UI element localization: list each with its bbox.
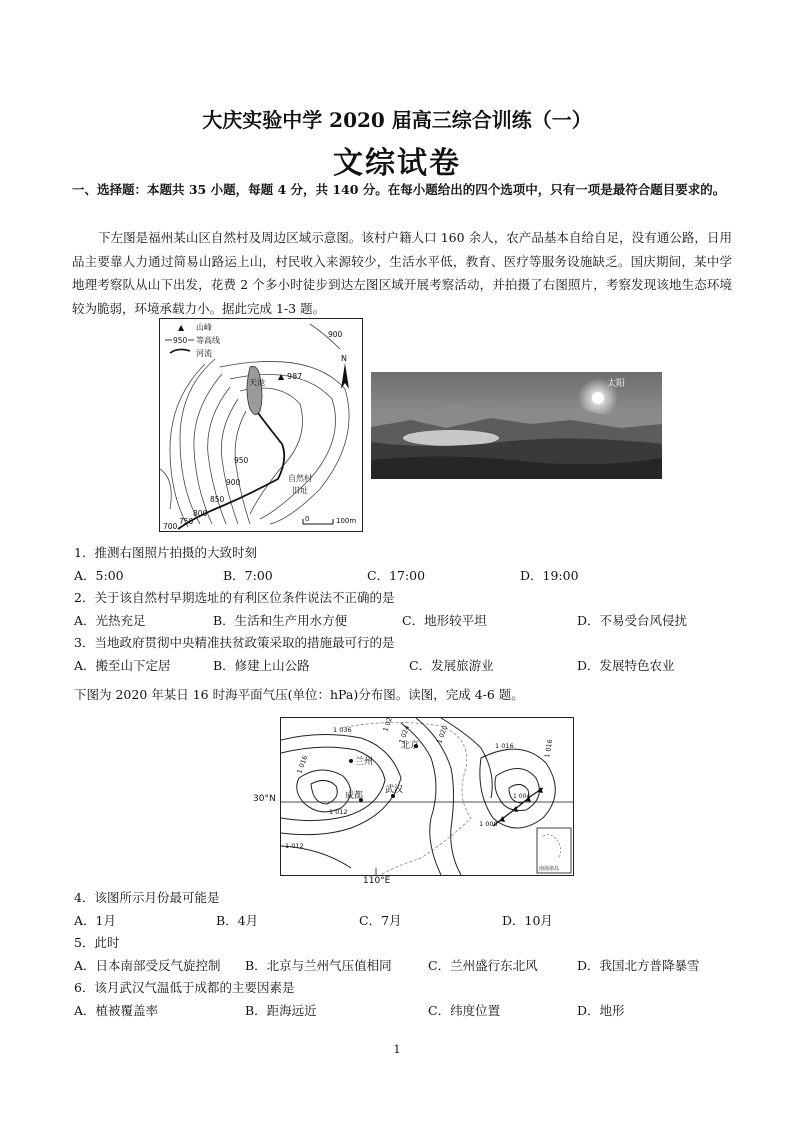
landscape-photo bbox=[371, 372, 662, 479]
svg-text:▲: ▲ bbox=[178, 323, 185, 332]
question-6-option-c[interactable]: C．纬度位置 bbox=[428, 1003, 501, 1018]
question-3-option-d[interactable]: D．发展特色农业 bbox=[577, 658, 675, 673]
question-6-option-a[interactable]: A．植被覆盖率 bbox=[74, 1003, 159, 1018]
question-4-option-d[interactable]: D．10月 bbox=[502, 913, 553, 928]
landscape-photo-svg bbox=[371, 372, 662, 479]
lake-label: 天池 bbox=[249, 378, 265, 387]
question-4-option-c[interactable]: C．7月 bbox=[359, 913, 402, 928]
passage-1: 下左图是福州某山区自然村及周边区域示意图。该村户籍人口 160 余人，农产品基本自给自足，没有通公路，日用品主要靠人力通过简易山路运上山，村民收入来源较少，生活水平低，教育、医疗等服务设施缺乏。国庆期间，某中学地理考察队从山下出发，花费 2 个多小时徒步到达左图区域开展考察活动，并拍摄了右图照片，考察发现该地生态环境较为脆弱，环境承载力小。据此完成 1-3 题。 bbox=[72, 230, 732, 316]
section-heading: 一、选择题：本题共 35 小题，每题 4 分，共 140 分。在每小题给出的四个选项中，只有一项是最符合题目要求的。 bbox=[72, 182, 726, 197]
question-2-option-b[interactable]: B．生活和生产用水方便 bbox=[213, 613, 348, 628]
passage-2: 下图为 2020 年某日 16 时海平面气压(单位：hPa)分布图。读图，完成 4-6 题。 bbox=[74, 687, 524, 702]
question-1-option-b[interactable]: B．7:00 bbox=[223, 568, 273, 583]
svg-text:750: 750 bbox=[179, 517, 194, 526]
question-5-option-b[interactable]: B．北京与兰州气压值相同 bbox=[245, 958, 392, 973]
village-label: 自然村 bbox=[288, 474, 312, 483]
question-4: 4．该图所示月份最可能是 bbox=[74, 890, 220, 905]
latitude-label: 30°N bbox=[253, 794, 276, 804]
question-4-option-b[interactable]: B．4月 bbox=[216, 913, 259, 928]
question-6-option-b[interactable]: B．距海远近 bbox=[245, 1003, 317, 1018]
svg-text:800: 800 bbox=[193, 509, 208, 518]
question-2-option-c[interactable]: C．地形较平坦 bbox=[402, 613, 487, 628]
city-lanzhou: 兰州 bbox=[355, 757, 374, 767]
svg-text:1 012: 1 012 bbox=[285, 842, 304, 850]
svg-text:1 036: 1 036 bbox=[333, 726, 352, 734]
isobar-map-svg bbox=[281, 718, 573, 875]
north-arrow-icon bbox=[341, 354, 349, 389]
question-1-option-c[interactable]: C．17:00 bbox=[367, 568, 426, 583]
svg-text:1 012: 1 012 bbox=[329, 808, 348, 816]
question-3: 3．当地政府贯彻中央精准扶贫政策采取的措施最可行的是 bbox=[74, 635, 395, 650]
city-chengdu: 成都 bbox=[345, 791, 364, 801]
question-2: 2．关于该自然村早期选址的有利区位条件说法不正确的是 bbox=[74, 590, 395, 605]
svg-text:1 004: 1 004 bbox=[513, 793, 531, 800]
svg-text:850: 850 bbox=[210, 495, 225, 504]
svg-text:0: 0 bbox=[305, 515, 310, 523]
south-sea-inset bbox=[537, 828, 571, 873]
exam-title: 大庆实验中学 2020 届高三综合训练（一） bbox=[202, 108, 592, 132]
sun-icon bbox=[592, 392, 604, 404]
question-3-option-b[interactable]: B．修建上山公路 bbox=[213, 658, 310, 673]
question-5: 5．此时 bbox=[74, 935, 120, 950]
svg-text:N: N bbox=[341, 354, 347, 363]
sun-label: 太阳 bbox=[607, 379, 626, 389]
svg-text:▲: ▲ bbox=[278, 372, 285, 381]
page-number: 1 bbox=[393, 1043, 401, 1056]
city-beijing: 北京 bbox=[401, 741, 420, 751]
scale-bar bbox=[303, 515, 356, 525]
question-6-option-d[interactable]: D．地形 bbox=[577, 1003, 625, 1018]
svg-text:700: 700 bbox=[163, 522, 178, 531]
isobar-map bbox=[280, 717, 574, 876]
question-5-option-a[interactable]: A．日本南部受反气旋控制 bbox=[74, 958, 221, 973]
contour-lines bbox=[160, 324, 349, 527]
svg-text:100m: 100m bbox=[336, 517, 357, 525]
svg-text:1 008: 1 008 bbox=[479, 820, 498, 828]
question-4-option-a[interactable]: A．1月 bbox=[74, 913, 116, 928]
topographic-map bbox=[159, 318, 363, 532]
svg-text:1 024: 1 024 bbox=[397, 724, 412, 745]
peak-value: 987 bbox=[287, 372, 303, 381]
question-6: 6．该月武汉气温低于成都的主要因素是 bbox=[74, 980, 295, 995]
question-3-option-a[interactable]: A．搬至山下定居 bbox=[74, 658, 171, 673]
question-1-option-d[interactable]: D．19:00 bbox=[520, 568, 579, 583]
topographic-map-svg bbox=[160, 319, 362, 531]
map-legend bbox=[165, 322, 220, 358]
legend-river-label: 河流 bbox=[196, 349, 212, 358]
question-3-option-c[interactable]: C．发展旅游业 bbox=[409, 658, 494, 673]
svg-text:1 020: 1 020 bbox=[435, 724, 450, 745]
svg-text:950: 950 bbox=[234, 456, 249, 465]
lake-in-photo bbox=[403, 430, 499, 446]
longitude-label: 110°E bbox=[363, 876, 391, 886]
svg-text:950: 950 bbox=[173, 336, 188, 345]
svg-text:900: 900 bbox=[328, 330, 343, 339]
city-wuhan: 武汉 bbox=[385, 785, 404, 795]
question-5-option-c[interactable]: C．兰州盛行东北风 bbox=[428, 958, 538, 973]
question-2-option-d[interactable]: D．不易受台风侵扰 bbox=[577, 613, 688, 628]
svg-text:900: 900 bbox=[226, 478, 241, 487]
village-old-site-label: 旧址 bbox=[292, 486, 308, 495]
svg-text:1 016: 1 016 bbox=[295, 754, 310, 775]
svg-text:1 016: 1 016 bbox=[543, 738, 555, 759]
question-5-option-d[interactable]: D．我国北方普降暴雪 bbox=[577, 958, 700, 973]
legend-peak-label: 山峰 bbox=[196, 323, 212, 332]
svg-text:1 016: 1 016 bbox=[495, 742, 514, 750]
svg-text:1 028: 1 028 bbox=[381, 718, 396, 733]
question-2-option-a[interactable]: A．光热充足 bbox=[74, 613, 146, 628]
lake-shape bbox=[247, 366, 262, 414]
question-1-option-a[interactable]: A．5:00 bbox=[74, 568, 124, 583]
inset-label: 南海诸岛 bbox=[539, 866, 560, 872]
legend-contour-label: 等高线 bbox=[196, 336, 220, 345]
exam-subtitle: 文综试卷 bbox=[333, 146, 461, 181]
question-1: 1．推测右图照片拍摄的大致时刻 bbox=[74, 545, 257, 560]
